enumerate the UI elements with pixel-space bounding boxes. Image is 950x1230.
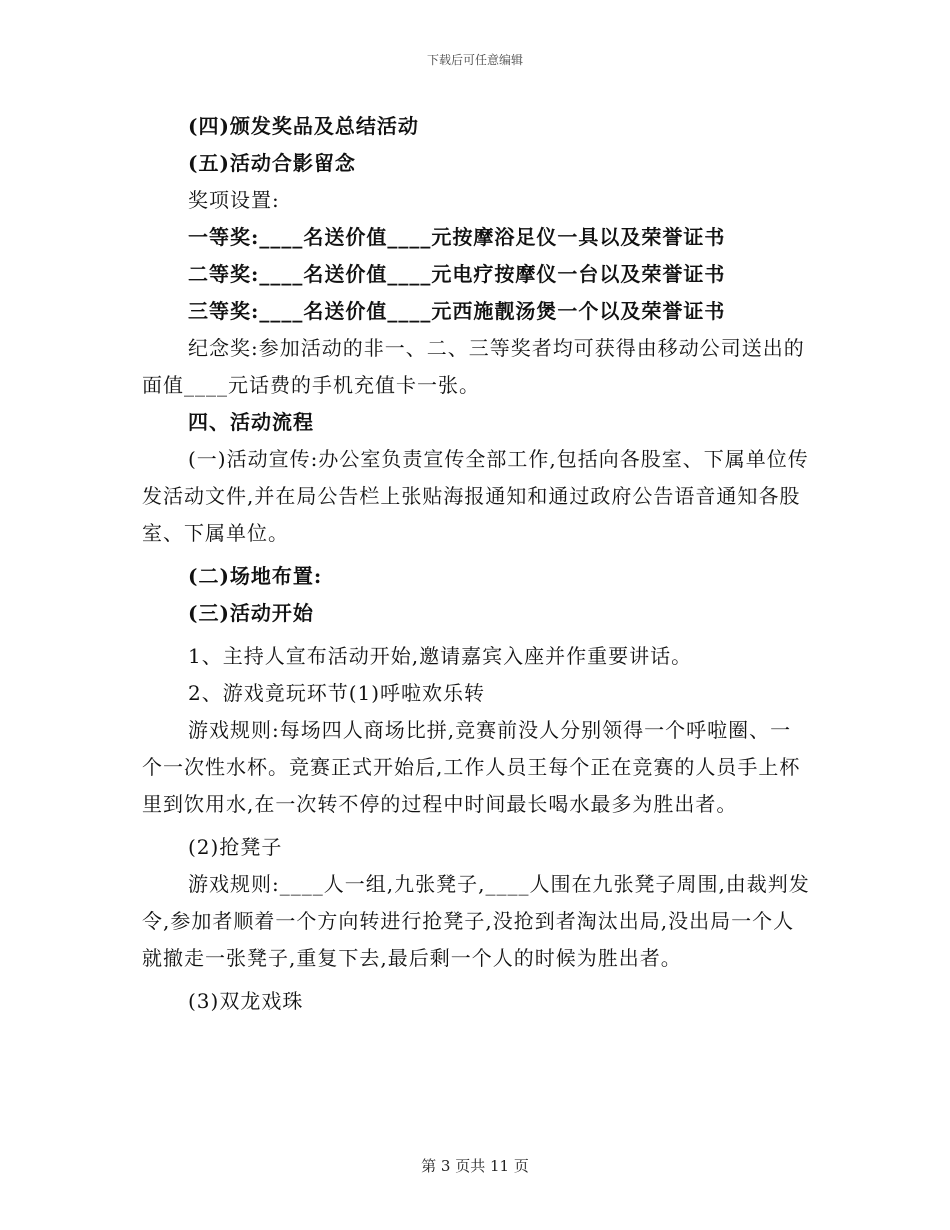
step-games-hula: 2、游戏竟玩环节(1)呼啦欢乐转 — [188, 681, 486, 705]
section-award-ceremony: (四)颁发奖品及总结活动 — [188, 114, 419, 138]
page-footer: 第 3 页共 11 页 — [421, 1157, 529, 1175]
awards-heading: 奖项设置: — [188, 188, 280, 212]
rules-hula: 游戏规则:每场四人商场比拼,竞赛前没人分别领得一个呼啦圈、一个一次性水杯。竞赛正式开始后,工作人员王每个正在竞赛的人员手上杯里到饮用水,在一次转不停的过程中时间最长喝水最多为胜出者。 — [142, 718, 801, 816]
award-souvenir: 纪念奖:参加活动的非一、二、三等奖者均可获得由移动公司送出的面值____元话费的手机充值卡一张。 — [142, 336, 805, 397]
process-activity-start: (三)活动开始 — [188, 601, 314, 625]
award-second-prize: 二等奖:____名送价值____元电疗按摩仪一台以及荣誉证书 — [188, 262, 726, 286]
award-third-prize: 三等奖:____名送价值____元西施靓汤煲一个以及荣誉证书 — [188, 299, 726, 323]
rules-musical-chairs: 游戏规则:____人一组,九张凳子,____人围在九张凳子周围,由裁判发令,参加者顺着一个方向转进行抢凳子,没抢到者淘汰出局,没出局一个人就撤走一张凳子,重复下去,最后剩一个人的时候为胜出者。 — [142, 872, 810, 970]
game-double-dragon: (3)双龙戏珠 — [188, 989, 304, 1013]
award-first-prize: 一等奖:____名送价值____元按摩浴足仪一具以及荣誉证书 — [188, 225, 726, 249]
process-publicity: (一)活动宣传:办公室负责宣传全部工作,包括向各股室、下属单位传发活动文件,并在局公告栏上张贴海报通知和通过政府公告语音通知各股室、下属单位。 — [142, 447, 809, 545]
document-body — [142, 108, 812, 1020]
process-venue-setup: (二)场地布置: — [188, 564, 323, 588]
section-group-photo: (五)活动合影留念 — [188, 151, 356, 175]
section-activity-process: 四、活动流程 — [188, 410, 314, 434]
page-header: 下载后可任意编辑 — [426, 53, 523, 67]
step-host-announce: 1、主持人宣布活动开始,邀请嘉宾入座并作重要讲话。 — [188, 644, 693, 668]
game-musical-chairs: (2)抢凳子 — [188, 835, 283, 859]
